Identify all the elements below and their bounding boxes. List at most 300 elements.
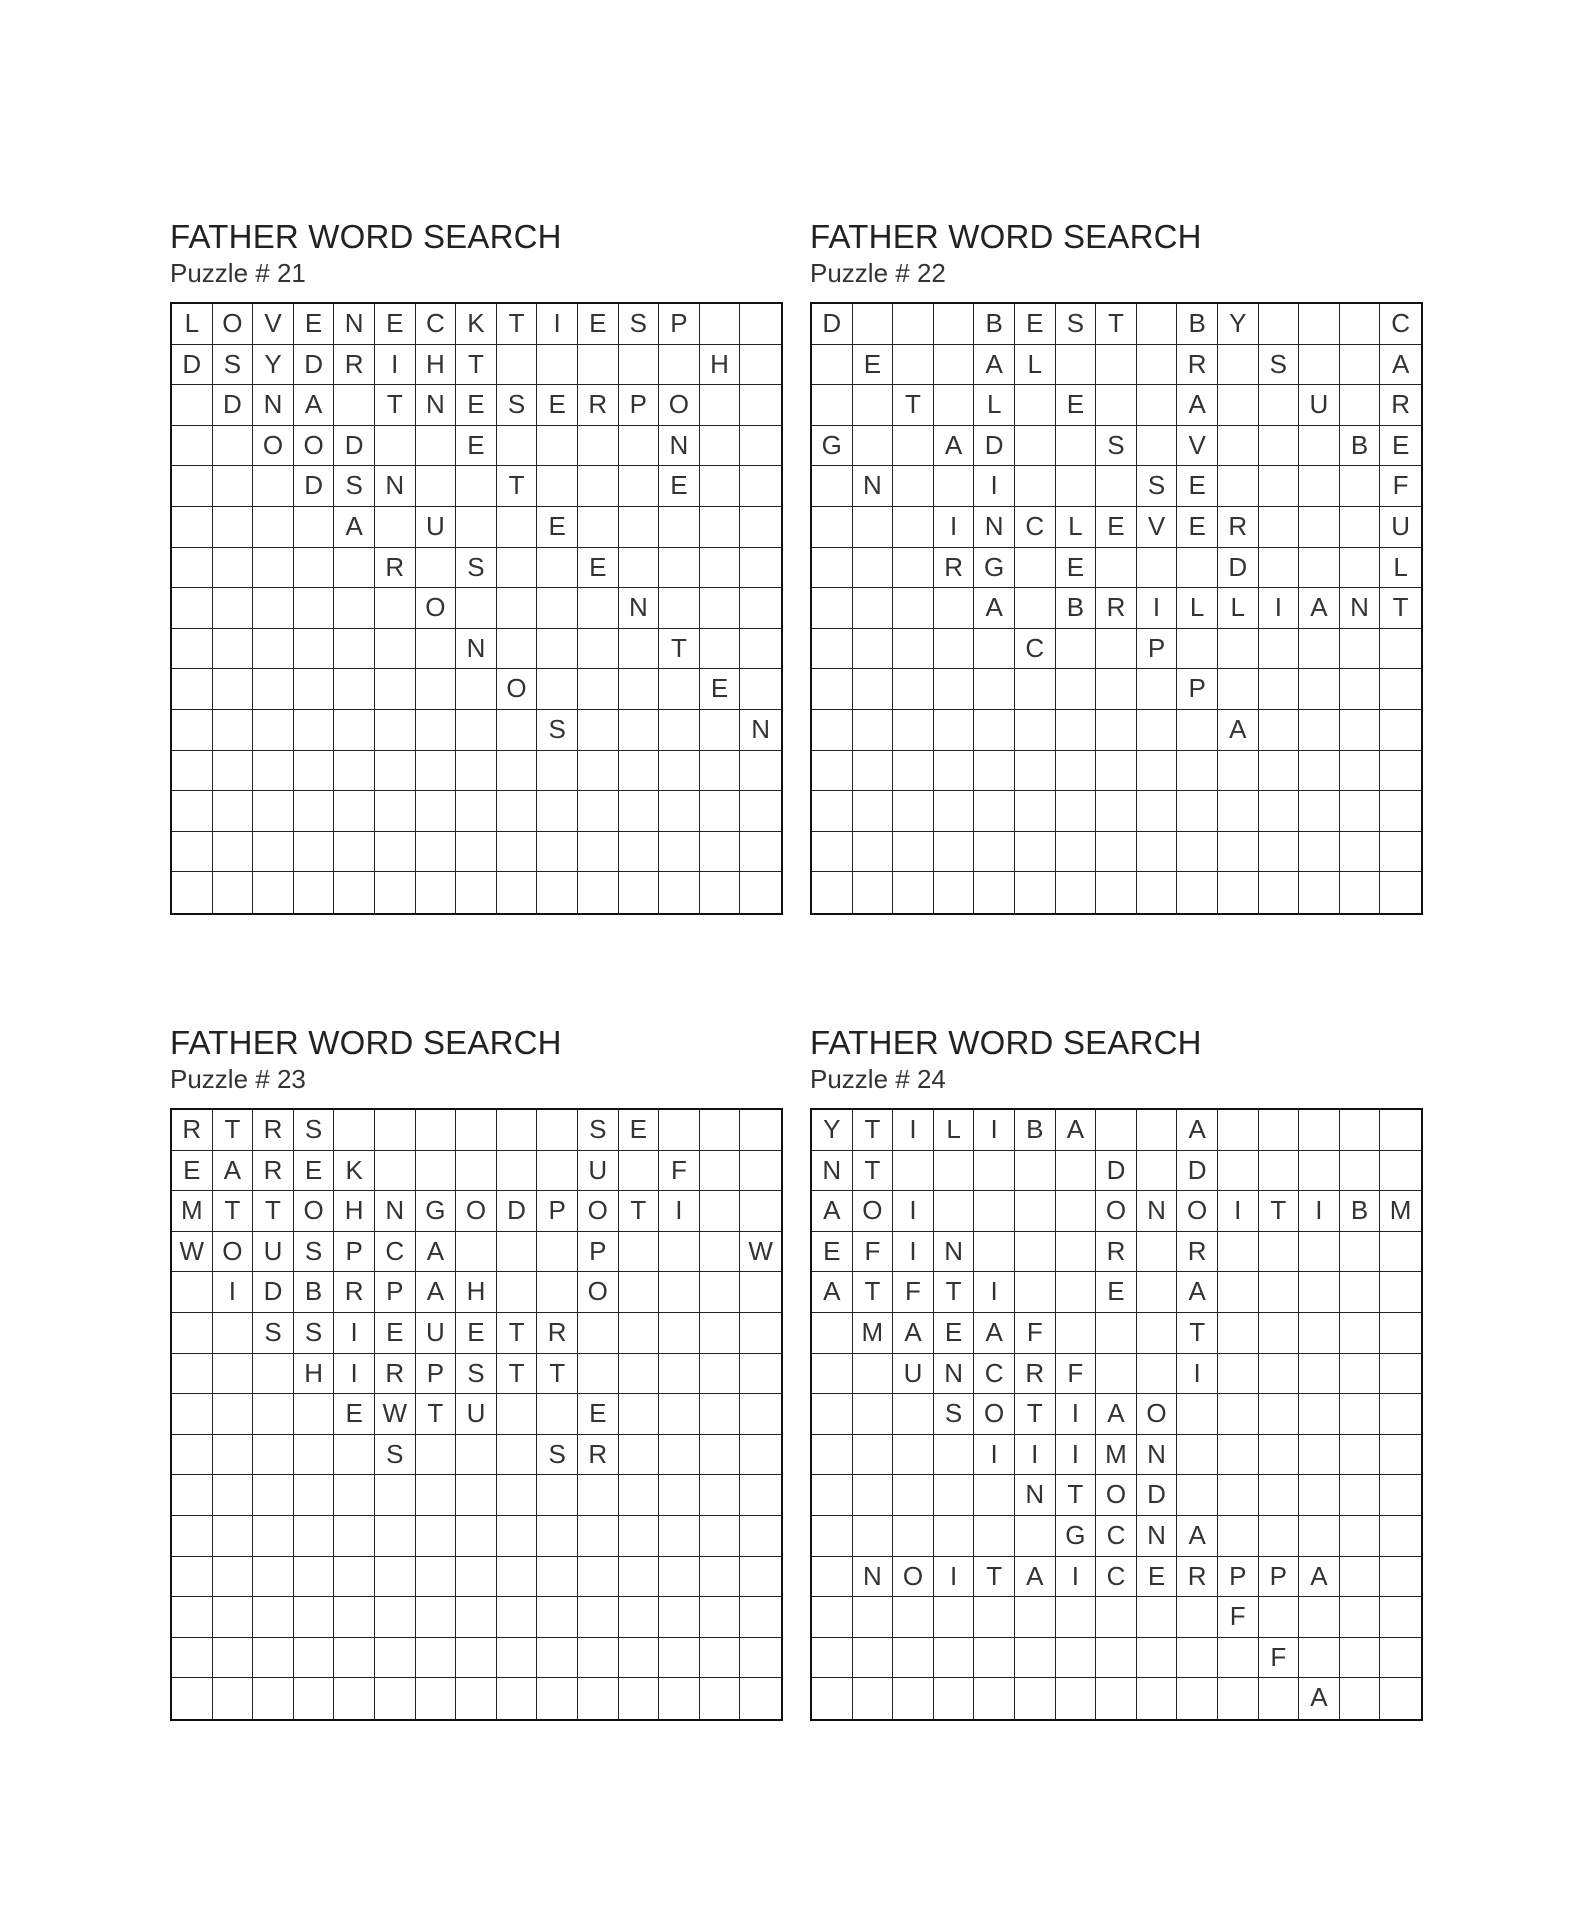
grid-cell: V [1177, 426, 1218, 467]
grid-cell [172, 832, 213, 873]
grid-cell: T [893, 385, 934, 426]
grid-cell [1340, 1597, 1381, 1638]
grid-cell [294, 1516, 335, 1557]
grid-cell [1218, 1313, 1259, 1354]
grid-cell [740, 1638, 781, 1679]
grid-cell [294, 1475, 335, 1516]
grid-cell [1380, 751, 1421, 792]
grid-cell [1056, 426, 1097, 467]
grid-cell [1177, 548, 1218, 589]
grid-cell [537, 1638, 578, 1679]
grid-cell [537, 1232, 578, 1273]
grid-cell [619, 669, 660, 710]
grid-cell [700, 832, 741, 873]
grid-cell [172, 872, 213, 913]
grid-cell [893, 345, 934, 386]
grid-cell [213, 710, 254, 751]
grid-cell [456, 1678, 497, 1719]
grid-cell [740, 1557, 781, 1598]
grid-cell [416, 710, 457, 751]
grid-cell: R [253, 1151, 294, 1192]
grid-cell [497, 1516, 538, 1557]
grid-cell: R [375, 548, 416, 589]
grid-cell: R [334, 1272, 375, 1313]
grid-cell [497, 1597, 538, 1638]
grid-cell: N [1015, 1475, 1056, 1516]
grid-cell [537, 1151, 578, 1192]
grid-cell [1015, 710, 1056, 751]
grid-cell [334, 385, 375, 426]
grid-cell: A [1177, 1272, 1218, 1313]
grid-cell [253, 548, 294, 589]
grid-cell [213, 1516, 254, 1557]
grid-cell: E [1096, 1272, 1137, 1313]
grid-cell [172, 751, 213, 792]
puzzle-22 [810, 218, 1426, 744]
grid-cell: E [1015, 304, 1056, 345]
grid-cell [740, 1475, 781, 1516]
grid-cell [659, 1435, 700, 1476]
grid-cell: E [537, 385, 578, 426]
grid-cell [375, 1475, 416, 1516]
grid-cell: E [456, 1313, 497, 1354]
grid-cell [1015, 751, 1056, 792]
grid-cell [294, 1435, 335, 1476]
grid-cell: M [172, 1191, 213, 1232]
grid-cell [578, 669, 619, 710]
grid-cell [659, 1110, 700, 1151]
grid-cell: A [1015, 1557, 1056, 1598]
grid-cell [1056, 466, 1097, 507]
grid-cell [1299, 426, 1340, 467]
grid-cell: E [853, 345, 894, 386]
grid-cell [172, 1557, 213, 1598]
grid-cell [213, 669, 254, 710]
grid-cell: M [1380, 1191, 1421, 1232]
grid-cell [172, 588, 213, 629]
grid-cell [659, 872, 700, 913]
grid-cell: S [1259, 345, 1300, 386]
grid-cell [659, 832, 700, 873]
grid-cell [1259, 669, 1300, 710]
grid-cell [934, 588, 975, 629]
grid-cell [1259, 466, 1300, 507]
grid-cell [700, 710, 741, 751]
grid-cell [700, 1678, 741, 1719]
grid-cell [1137, 385, 1178, 426]
grid-cell [1218, 872, 1259, 913]
grid-cell [619, 1151, 660, 1192]
grid-cell: T [659, 629, 700, 670]
grid-cell: N [934, 1354, 975, 1395]
grid-cell [334, 1678, 375, 1719]
grid-cell: S [294, 1232, 335, 1273]
grid-cell [537, 588, 578, 629]
grid-cell [1380, 1678, 1421, 1719]
grid-cell [334, 548, 375, 589]
grid-cell: F [659, 1151, 700, 1192]
grid-cell [294, 1394, 335, 1435]
grid-cell [1177, 1678, 1218, 1719]
grid-cell [812, 1313, 853, 1354]
grid-cell: R [334, 345, 375, 386]
grid-cell: T [375, 385, 416, 426]
grid-cell [578, 872, 619, 913]
grid-cell [812, 1394, 853, 1435]
grid-cell [1340, 1151, 1381, 1192]
grid-cell [416, 1638, 457, 1679]
grid-cell [1218, 385, 1259, 426]
grid-cell [1299, 345, 1340, 386]
grid-cell [1177, 710, 1218, 751]
grid-cell [659, 791, 700, 832]
grid-cell [456, 1435, 497, 1476]
grid-cell [416, 426, 457, 467]
grid-cell [853, 1597, 894, 1638]
grid-cell [659, 1557, 700, 1598]
grid-cell [853, 548, 894, 589]
grid-cell [497, 710, 538, 751]
grid-cell: S [1137, 466, 1178, 507]
grid-cell: N [619, 588, 660, 629]
grid-cell [375, 1678, 416, 1719]
grid-cell [974, 1151, 1015, 1192]
grid-cell [334, 1557, 375, 1598]
grid-cell: F [1218, 1597, 1259, 1638]
grid-cell [659, 548, 700, 589]
grid-cell [1096, 710, 1137, 751]
grid-cell [1299, 1354, 1340, 1395]
grid-cell [172, 629, 213, 670]
grid-cell: T [213, 1110, 254, 1151]
grid-cell [537, 1272, 578, 1313]
grid-cell [294, 1638, 335, 1679]
grid-cell: O [1137, 1394, 1178, 1435]
grid-cell [659, 1232, 700, 1273]
grid-cell [537, 345, 578, 386]
grid-cell [1015, 791, 1056, 832]
grid-cell: H [700, 345, 741, 386]
grid-cell [537, 1678, 578, 1719]
grid-cell [893, 588, 934, 629]
grid-cell [1096, 1678, 1137, 1719]
grid-cell: S [619, 304, 660, 345]
grid-cell [1177, 832, 1218, 873]
grid-cell: O [853, 1191, 894, 1232]
grid-cell [1218, 629, 1259, 670]
grid-cell [700, 1354, 741, 1395]
grid-cell [1340, 1475, 1381, 1516]
grid-cell [934, 1191, 975, 1232]
grid-cell [253, 751, 294, 792]
grid-cell: C [1096, 1516, 1137, 1557]
grid-cell [497, 1394, 538, 1435]
grid-cell [1218, 345, 1259, 386]
grid-cell [700, 751, 741, 792]
grid-cell [1259, 1597, 1300, 1638]
grid-cell [456, 507, 497, 548]
grid-cell [1299, 832, 1340, 873]
grid-cell: T [497, 1313, 538, 1354]
grid-cell [497, 1678, 538, 1719]
grid-cell: D [334, 426, 375, 467]
grid-cell: I [1218, 1191, 1259, 1232]
grid-cell: Y [1218, 304, 1259, 345]
grid-cell: A [1299, 588, 1340, 629]
grid-cell: C [974, 1354, 1015, 1395]
grid-cell [853, 832, 894, 873]
grid-cell: P [1259, 1557, 1300, 1598]
grid-cell [213, 629, 254, 670]
grid-cell: S [294, 1313, 335, 1354]
grid-cell [213, 1638, 254, 1679]
grid-cell [1299, 1110, 1340, 1151]
grid-cell [934, 629, 975, 670]
grid-cell: E [456, 385, 497, 426]
grid-cell: E [1177, 507, 1218, 548]
puzzle-number: Puzzle # 22 [810, 258, 946, 288]
grid-cell [1177, 1597, 1218, 1638]
grid-cell [1015, 466, 1056, 507]
grid-cell [294, 629, 335, 670]
grid-cell [1299, 507, 1340, 548]
grid-cell: R [934, 548, 975, 589]
grid-cell [416, 1597, 457, 1638]
grid-cell: S [334, 466, 375, 507]
grid-cell: I [659, 1191, 700, 1232]
grid-cell: B [1015, 1110, 1056, 1151]
grid-cell: D [1218, 548, 1259, 589]
grid-cell: O [213, 304, 254, 345]
grid-cell: D [812, 304, 853, 345]
grid-cell: E [700, 669, 741, 710]
grid-cell [659, 1394, 700, 1435]
grid-cell [334, 1638, 375, 1679]
grid-cell [1380, 710, 1421, 751]
grid-cell: H [294, 1354, 335, 1395]
grid-cell [812, 1516, 853, 1557]
grid-cell: P [375, 1272, 416, 1313]
grid-cell: F [1015, 1313, 1056, 1354]
grid-cell [497, 872, 538, 913]
grid-cell [172, 1638, 213, 1679]
grid-cell: R [375, 1354, 416, 1395]
grid-cell [1056, 751, 1097, 792]
grid-cell: R [1380, 385, 1421, 426]
grid-cell [1380, 1313, 1421, 1354]
grid-cell [416, 1678, 457, 1719]
grid-cell [619, 1435, 660, 1476]
grid-cell [172, 385, 213, 426]
grid-cell [853, 629, 894, 670]
grid-cell [619, 548, 660, 589]
grid-cell [934, 791, 975, 832]
grid-cell: U [578, 1151, 619, 1192]
grid-cell [416, 872, 457, 913]
grid-cell: L [1056, 507, 1097, 548]
grid-cell [893, 507, 934, 548]
grid-cell [1259, 507, 1300, 548]
grid-cell [456, 1597, 497, 1638]
grid-cell [974, 1516, 1015, 1557]
grid-cell [1177, 751, 1218, 792]
grid-cell: E [659, 466, 700, 507]
grid-cell: B [1340, 426, 1381, 467]
grid-cell: E [812, 1232, 853, 1273]
grid-cell [416, 1516, 457, 1557]
grid-cell [934, 1151, 975, 1192]
grid-cell [700, 1272, 741, 1313]
grid-cell [1218, 1232, 1259, 1273]
grid-cell: E [334, 1394, 375, 1435]
grid-cell [1259, 1313, 1300, 1354]
grid-cell [740, 629, 781, 670]
grid-cell [172, 466, 213, 507]
grid-cell [1218, 1354, 1259, 1395]
grid-cell [1340, 1638, 1381, 1679]
grid-cell [1340, 1354, 1381, 1395]
puzzle-title: FATHER WORD SEARCH [810, 218, 1202, 255]
grid-cell: H [456, 1272, 497, 1313]
grid-cell [537, 669, 578, 710]
grid-cell: E [294, 1151, 335, 1192]
grid-cell [934, 1516, 975, 1557]
grid-cell [1137, 1313, 1178, 1354]
grid-cell: B [974, 304, 1015, 345]
grid-cell [659, 345, 700, 386]
grid-cell [893, 1475, 934, 1516]
grid-cell [294, 872, 335, 913]
grid-cell: R [1218, 507, 1259, 548]
grid-cell [213, 588, 254, 629]
grid-cell: U [893, 1354, 934, 1395]
grid-cell [1380, 1394, 1421, 1435]
grid-cell [1056, 872, 1097, 913]
grid-cell: O [974, 1394, 1015, 1435]
grid-cell [334, 1435, 375, 1476]
grid-cell: R [1177, 1557, 1218, 1598]
grid-cell [812, 466, 853, 507]
grid-cell: V [253, 304, 294, 345]
grid-cell [812, 548, 853, 589]
grid-cell [659, 1475, 700, 1516]
grid-cell [700, 548, 741, 589]
grid-cell: D [974, 426, 1015, 467]
grid-cell [1218, 1394, 1259, 1435]
grid-cell [1380, 1151, 1421, 1192]
grid-cell [700, 1475, 741, 1516]
grid-cell: O [1096, 1475, 1137, 1516]
grid-cell [1259, 1232, 1300, 1273]
grid-cell [1340, 872, 1381, 913]
grid-cell [1056, 1313, 1097, 1354]
grid-cell [294, 669, 335, 710]
grid-cell [213, 466, 254, 507]
grid-cell [497, 832, 538, 873]
grid-cell [1340, 1435, 1381, 1476]
grid-cell: B [294, 1272, 335, 1313]
grid-cell: A [213, 1151, 254, 1192]
grid-cell [172, 1435, 213, 1476]
grid-cell [812, 385, 853, 426]
grid-cell [740, 345, 781, 386]
grid-cell [659, 1678, 700, 1719]
grid-cell [456, 832, 497, 873]
grid-cell [934, 1435, 975, 1476]
puzzle-23 [170, 1024, 786, 1469]
grid-cell [1056, 629, 1097, 670]
grid-cell [619, 1232, 660, 1273]
grid-cell [1340, 832, 1381, 873]
grid-cell [213, 832, 254, 873]
grid-cell [740, 872, 781, 913]
grid-cell: T [853, 1110, 894, 1151]
grid-cell [253, 1435, 294, 1476]
grid-cell: S [375, 1435, 416, 1476]
grid-cell: O [1096, 1191, 1137, 1232]
grid-cell [1259, 1151, 1300, 1192]
grid-cell [213, 1354, 254, 1395]
grid-cell [1056, 791, 1097, 832]
grid-cell: I [893, 1232, 934, 1273]
grid-cell [619, 872, 660, 913]
grid-cell: T [537, 1354, 578, 1395]
grid-cell [893, 629, 934, 670]
grid-cell: T [619, 1191, 660, 1232]
grid-cell [537, 426, 578, 467]
grid-cell: R [1177, 345, 1218, 386]
grid-cell [1015, 1516, 1056, 1557]
grid-cell [740, 548, 781, 589]
grid-cell [1137, 304, 1178, 345]
grid-cell [578, 710, 619, 751]
letter-grid [810, 1108, 1423, 1721]
grid-cell [700, 1516, 741, 1557]
grid-cell [1299, 466, 1340, 507]
grid-cell: N [456, 629, 497, 670]
grid-cell [537, 1475, 578, 1516]
grid-cell [334, 669, 375, 710]
grid-cell: K [334, 1151, 375, 1192]
grid-cell [893, 1678, 934, 1719]
grid-cell [700, 507, 741, 548]
grid-cell [213, 791, 254, 832]
grid-cell [1137, 1232, 1178, 1273]
grid-cell [974, 1232, 1015, 1273]
grid-cell [619, 751, 660, 792]
grid-cell [578, 1638, 619, 1679]
grid-cell [213, 751, 254, 792]
grid-cell [853, 791, 894, 832]
grid-cell [1056, 1638, 1097, 1679]
grid-cell [740, 832, 781, 873]
grid-cell [1177, 1435, 1218, 1476]
grid-cell: A [1299, 1678, 1340, 1719]
grid-cell: N [853, 466, 894, 507]
grid-cell [578, 345, 619, 386]
grid-cell: C [375, 1232, 416, 1273]
grid-cell [1137, 1354, 1178, 1395]
grid-cell [375, 1516, 416, 1557]
grid-cell [659, 1638, 700, 1679]
grid-cell [700, 385, 741, 426]
grid-cell: R [537, 1313, 578, 1354]
grid-cell: I [893, 1191, 934, 1232]
grid-cell [700, 1638, 741, 1679]
grid-cell [812, 588, 853, 629]
grid-cell [537, 1394, 578, 1435]
grid-cell [1015, 1151, 1056, 1192]
